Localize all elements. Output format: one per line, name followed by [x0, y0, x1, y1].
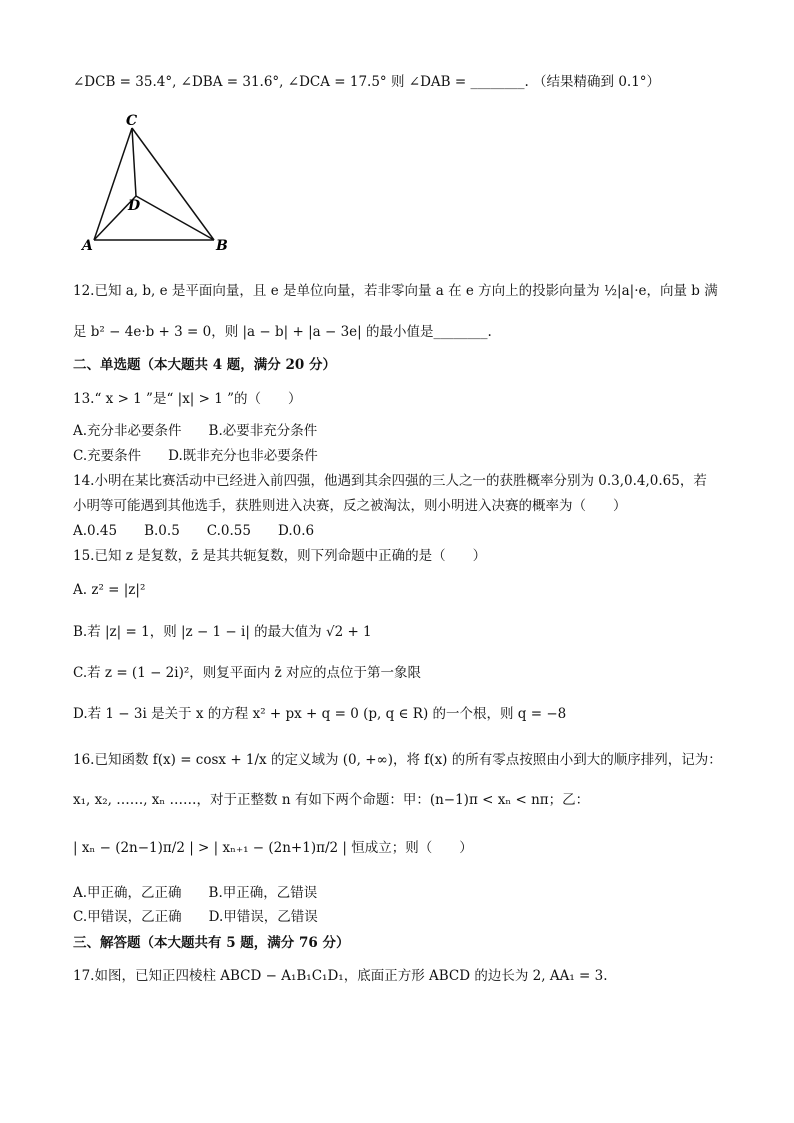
section-3-heading: 三、解答题（本大题共有 5 题，满分 76 分）: [73, 935, 350, 951]
question-15-option-a: A. z² = |z|²: [73, 582, 146, 598]
question-17: 17.如图，已知正四棱柱 ABCD − A₁B₁C₁D₁，底面正方形 ABCD 的边长为 2, AA₁ = 3.: [73, 968, 608, 984]
question-14-options: A.0.45 B.0.5 C.0.55 D.0.6: [73, 523, 315, 539]
vertex-label-a: A: [82, 238, 93, 254]
question-13: 13.“ x > 1 ”是“ |x| > 1 ”的（ ）: [73, 391, 302, 407]
question-16-options-cd: C.甲错误，乙正确 D.甲错误，乙错误: [73, 909, 318, 925]
question-15-option-c: C.若 z = (1 − 2i)²，则复平面内 z̄ 对应的点位于第一象限: [73, 665, 421, 681]
question-14-line-2: 小明等可能遇到其他选手，获胜则进入决赛，反之被淘汰，则小明进入决赛的概率为（ ）: [73, 498, 627, 514]
question-16-line-2: x₁, x₂, ……, xₙ ……，对于正整数 n 有如下两个命题：甲：(n−1)π < xₙ < nπ；乙：: [73, 792, 590, 808]
question-16-line-1: 16.已知函数 f(x) = cosx + 1/x 的定义域为 (0, +∞)，将 f(x) 的所有零点按照由小到大的顺序排列，记为：: [73, 752, 722, 768]
question-12-line-2: 足 b² − 4e·b + 3 = 0，则 |a − b| + |a − 3e| 的最小值是________.: [73, 324, 492, 340]
question-15-option-d: D.若 1 − 3i 是关于 x 的方程 x² + px + q = 0 (p, q ∈ R) 的一个根，则 q = −8: [73, 706, 567, 722]
question-16-line-3: | xₙ − (2n−1)π/2 | > | xₙ₊₁ − (2n+1)π/2 | 恒成立；则（ ）: [73, 840, 473, 856]
edge-cd: [132, 128, 136, 196]
edge-ca: [94, 128, 132, 240]
question-13-options-ab: A.充分非必要条件 B.必要非充分条件: [73, 423, 318, 439]
tetrahedron-figure: [78, 112, 238, 262]
question-15-option-b: B.若 |z| = 1，则 |z − 1 − i| 的最大值为 √2 + 1: [73, 624, 372, 640]
vertex-label-d: D: [128, 198, 141, 214]
question-14-line-1: 14.小明在某比赛活动中已经进入前四强，他遇到其余四强的三人之一的获胜概率分别为 0.3,0.4,0.65，若: [73, 473, 707, 489]
section-2-heading: 二、单选题（本大题共 4 题，满分 20 分）: [73, 357, 336, 373]
question-11-tail: ∠DCB = 35.4°, ∠DBA = 31.6°, ∠DCA = 17.5° 则 ∠DAB = ________. （结果精确到 0.1°）: [73, 74, 661, 90]
vertex-label-c: C: [126, 113, 138, 129]
question-13-options-cd: C.充要条件 D.既非充分也非必要条件: [73, 448, 318, 464]
vertex-label-b: B: [216, 238, 228, 254]
question-12-line-1: 12.已知 a, b, e 是平面向量，且 e 是单位向量，若非零向量 a 在 e 方向上的投影向量为 ½|a|·e，向量 b 满: [73, 283, 718, 299]
edge-db: [136, 196, 214, 240]
edge-cb: [132, 128, 214, 240]
question-16-options-ab: A.甲正确，乙正确 B.甲正确，乙错误: [73, 885, 318, 901]
question-15: 15.已知 z 是复数，z̄ 是其共轭复数，则下列命题中正确的是（ ）: [73, 548, 487, 564]
